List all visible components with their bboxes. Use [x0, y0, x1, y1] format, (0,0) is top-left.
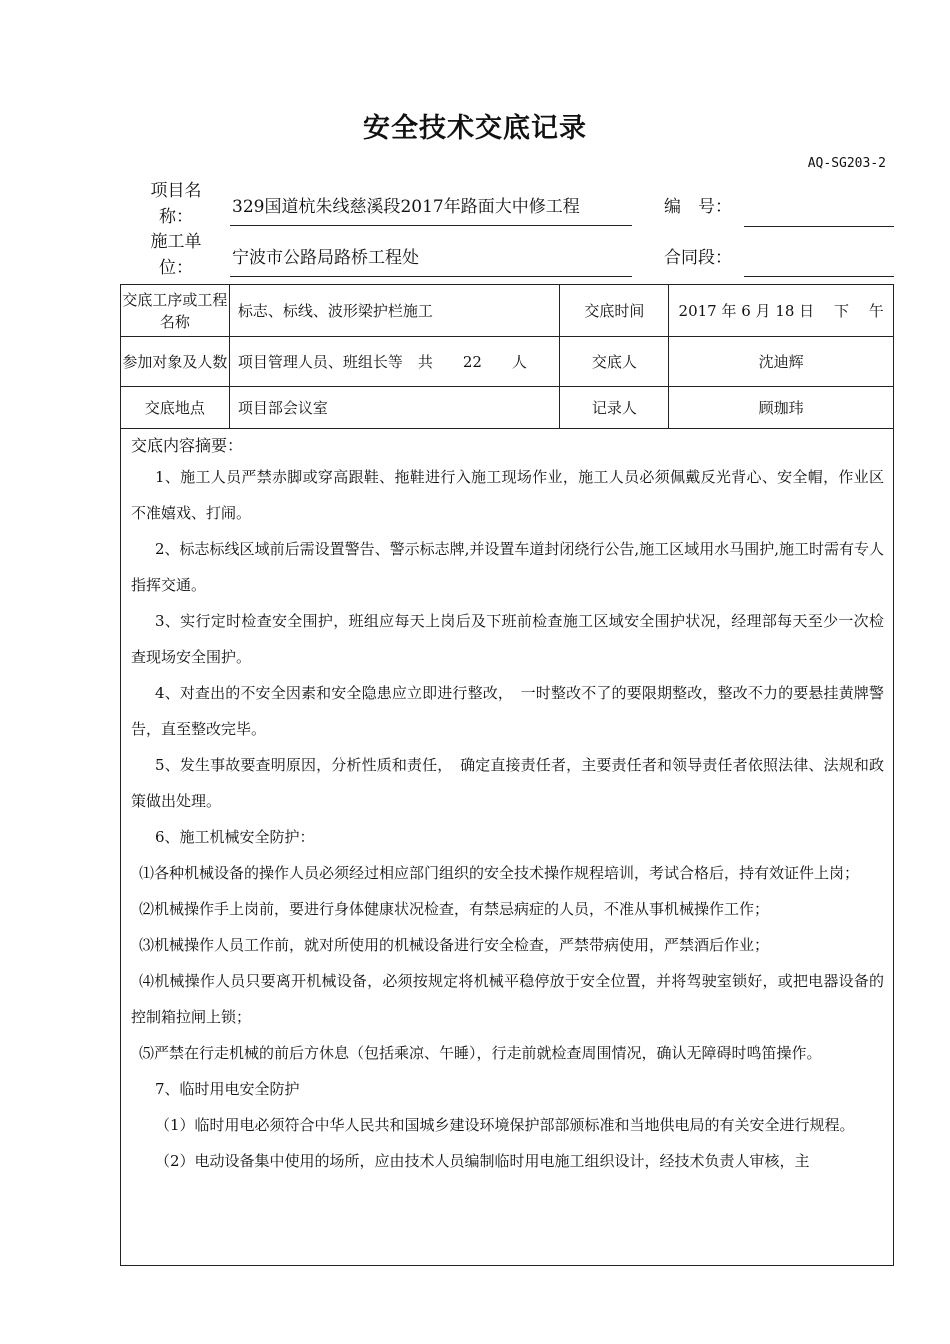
- disclosure-time-value: 2017 年 6 月 18 日 下 午: [669, 285, 894, 337]
- location-label: 交底地点: [121, 387, 230, 429]
- content-paragraph: 7、临时用电安全防护: [155, 1080, 300, 1098]
- content-paragraph: （1）临时用电必须符合中华人民共和国城乡建设环境保护部部颁标准和当地供电局的有关安全进行规程。: [155, 1116, 855, 1134]
- content-summary-box: [120, 428, 894, 1266]
- discloser-value: 沈迪辉: [669, 337, 894, 387]
- content-paragraph: 3、实行定时检查安全围护，班组应每天上岗后及下班前检查施工区域安全围护状况，经理部每天至少一次检查现场安全围护。: [131, 612, 884, 666]
- content-paragraph: ⑷机械操作人员只要离开机械设备，必须按规定将机械平稳停放于安全位置，并将驾驶室锁好，或把电器设备的控制箱拉闸上锁；: [131, 972, 884, 1026]
- construction-unit-label: 施工单位：: [150, 232, 202, 278]
- content-paragraph: 5、发生事故要查明原因，分析性质和责任， 确定直接责任者，主要责任者和领导责任者依照法律、法规和政策做出处理。: [131, 756, 884, 810]
- content-summary-heading: 交底内容摘要：: [131, 436, 244, 455]
- disclosure-time-label: 交底时间: [560, 285, 669, 337]
- recorder-value: 顾珈玮: [669, 387, 894, 429]
- document-code: AQ-SG203-2: [807, 156, 886, 171]
- table-row: [121, 387, 894, 429]
- content-paragraph: 6、施工机械安全防护：: [155, 828, 315, 846]
- content-paragraph: ⑵机械操作手上岗前，要进行身体健康状况检查，有禁忌病症的人员，不准从事机械操作工作；: [139, 900, 770, 918]
- contract-section-label: 合同段：: [664, 248, 732, 268]
- table-row: [121, 337, 894, 387]
- construction-unit-value: 宁波市公路局路桥工程处: [230, 233, 632, 277]
- content-paragraph: ⑴各种机械设备的操作人员必须经过相应部门组织的安全技术操作规程培训，考试合格后，持有效证件上岗；: [139, 864, 860, 882]
- content-paragraph: 4、对查出的不安全因素和安全隐患应立即进行整改， 一时整改不了的要限期整改，整改不力的要悬挂黄牌警告，直至整改完毕。: [131, 684, 884, 738]
- content-paragraph: ⑶机械操作人员工作前，就对所使用的机械设备进行安全检查，严禁带病使用，严禁酒后作业；: [139, 936, 770, 954]
- participants-value: 项目管理人员、班组长等 共 22 人: [229, 337, 560, 387]
- number-label: 编 号：: [664, 197, 732, 217]
- content-paragraph: ⑸严禁在行走机械的前后方休息（包括乘凉、午睡），行走前就检查周围情况，确认无障碍时鸣笛操作。: [139, 1044, 822, 1062]
- recorder-label: 记录人: [560, 387, 669, 429]
- project-name-value: 329国道杭朱线慈溪段2017年路面大中修工程: [230, 182, 632, 226]
- discloser-label: 交底人: [560, 337, 669, 387]
- info-table: [120, 284, 894, 429]
- project-name-label: 项目名称：: [150, 181, 202, 227]
- document-title: 安全技术交底记录: [363, 113, 587, 144]
- content-paragraph: （2）电动设备集中使用的场所，应由技术人员编制临时用电施工组织设计，经技术负责人审核，主: [155, 1152, 810, 1170]
- contract-section-blank: [744, 276, 894, 277]
- participants-label: 参加对象及人数: [121, 337, 230, 387]
- content-paragraph: 2、标志标线区域前后需设置警告、警示标志牌,并设置车道封闭绕行公告,施工区域用水马围护,施工时需有专人指挥交通。: [131, 540, 884, 594]
- process-name-label: 交底工序或工程名称: [121, 285, 230, 337]
- content-paragraph: 1、施工人员严禁赤脚或穿高跟鞋、拖鞋进行入施工现场作业，施工人员必须佩戴反光背心、安全帽，作业区不准嬉戏、打闹。: [131, 468, 884, 522]
- process-name-value: 标志、标线、波形梁护栏施工: [229, 285, 560, 337]
- location-value: 项目部会议室: [229, 387, 560, 429]
- number-blank: [744, 226, 894, 227]
- table-row: [121, 285, 894, 337]
